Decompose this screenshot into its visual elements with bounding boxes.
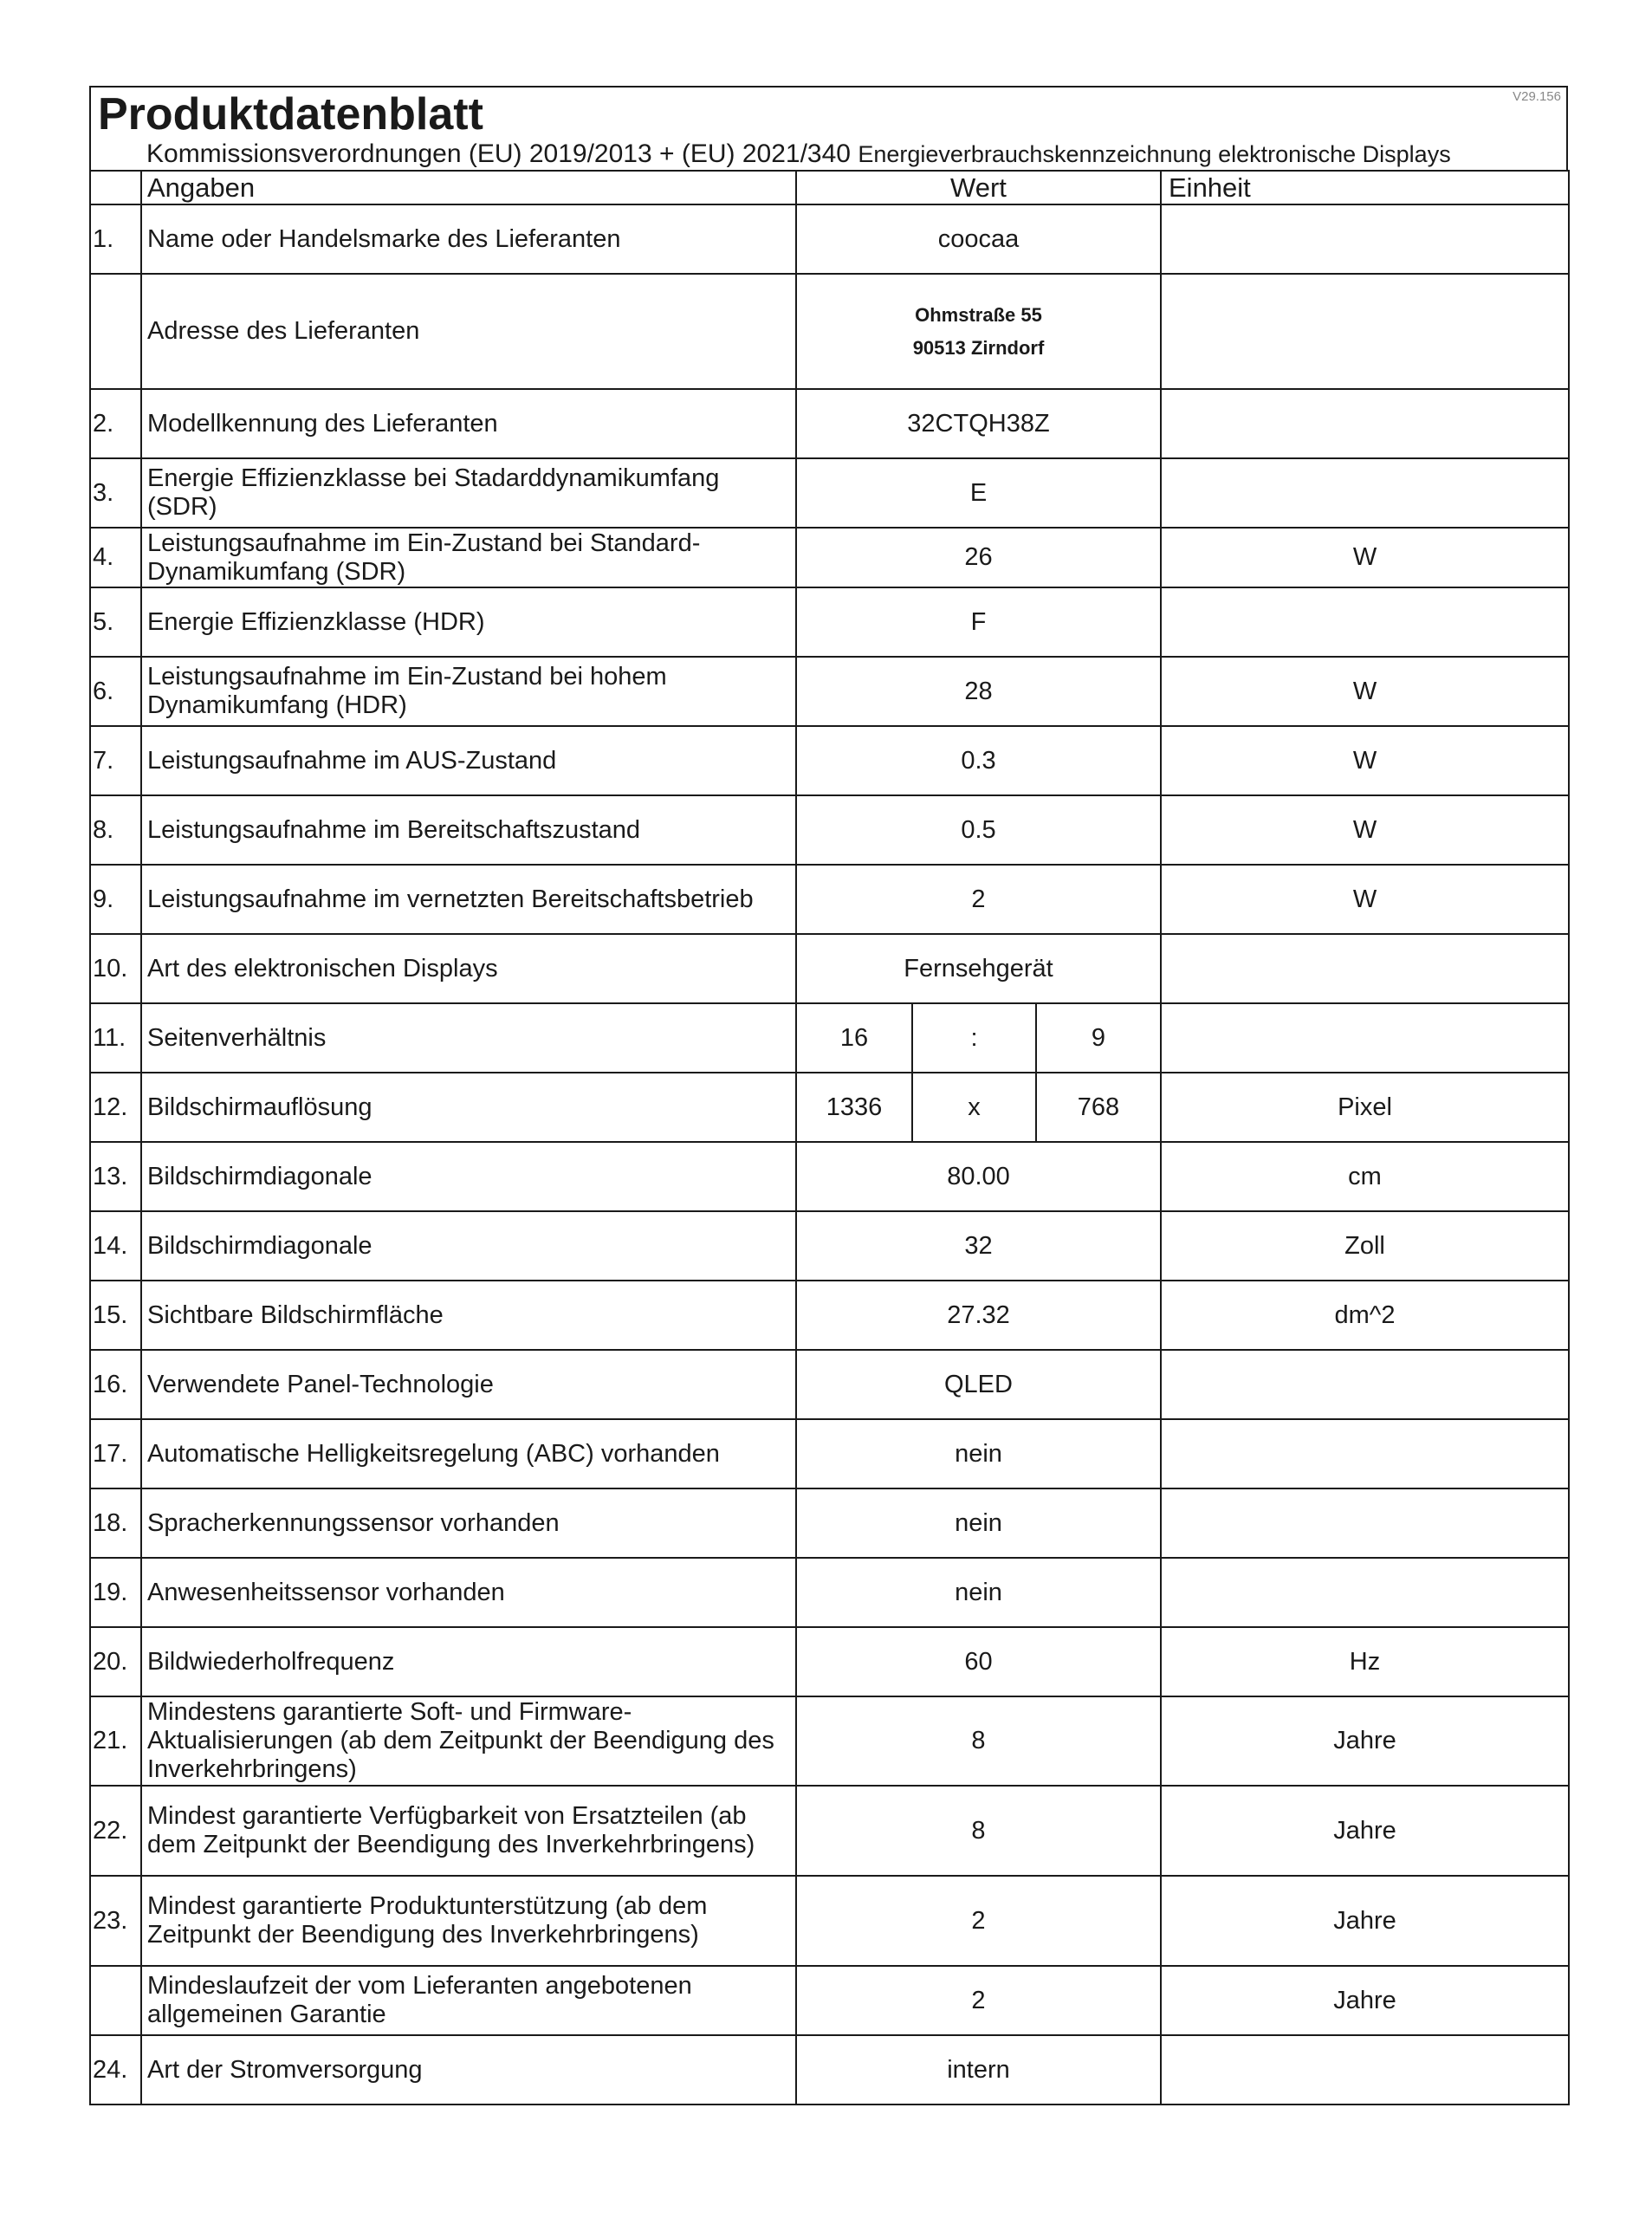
row-unit: Jahre [1161,1696,1569,1786]
table-row [90,528,1569,587]
table-row [90,587,1569,657]
row-value: 8 [796,1696,1161,1786]
row-number: 1. [90,204,141,274]
row-value: 32 [796,1211,1161,1281]
row-unit [1161,204,1569,274]
row-number: 10. [90,934,141,1003]
row-value: 27.32 [796,1281,1161,1350]
table-row [90,204,1569,274]
row-label: Bildschirmauflösung [141,1073,796,1142]
row-label: Adresse des Lieferanten [141,274,796,389]
supplier-address [796,274,1161,389]
row-value: 0.5 [796,795,1161,865]
regulation-subtitle [146,139,1451,169]
header-einheit: Einheit [1161,171,1569,204]
table-row [90,1142,1569,1211]
row-number [90,1966,141,2035]
row-value: 26 [796,528,1161,587]
row-number: 7. [90,726,141,795]
row-label: Leistungsaufnahme im Bereitschaftszustand [141,795,796,865]
row-label: Mindest garantierte Verfügbarkeit von Ersatzteilen (ab dem Zeitpunkt der Beendigung des Inverkehrbringens) [141,1786,796,1876]
row-number: 16. [90,1350,141,1419]
table-row [90,1966,1569,2035]
row-unit [1161,458,1569,528]
table-row [90,2035,1569,2105]
row-label: Art der Stromversorgung [141,2035,796,2105]
row-value: nein [796,1419,1161,1488]
value-part-1: 16 [796,1003,912,1073]
row-unit [1161,2035,1569,2105]
row-unit: Pixel [1161,1073,1569,1142]
row-label: Automatische Helligkeitsregelung (ABC) vorhanden [141,1419,796,1488]
row-value: nein [796,1558,1161,1627]
row-number: 14. [90,1211,141,1281]
row-number: 15. [90,1281,141,1350]
row-unit: W [1161,657,1569,726]
table-row [90,865,1569,934]
row-label: Mindest garantierte Produktunterstützung (ab dem Zeitpunkt der Beendigung des Inverkehrbringens) [141,1876,796,1966]
regulation-topic: Energieverbrauchskennzeichnung elektronische Displays [858,141,1451,167]
row-unit: Hz [1161,1627,1569,1696]
table-row [90,389,1569,458]
row-label: Name oder Handelsmarke des Lieferanten [141,204,796,274]
row-value: 28 [796,657,1161,726]
sheet-header [89,86,1568,170]
regulation-reference: Kommissionsverordnungen (EU) 2019/2013 + (EU) 2021/340 [146,139,851,168]
row-number: 18. [90,1488,141,1558]
page-title: Produktdatenblatt [98,89,483,139]
row-value: 2 [796,865,1161,934]
table-row [90,1211,1569,1281]
row-label: Spracherkennungssensor vorhanden [141,1488,796,1558]
table-row [90,1876,1569,1966]
row-label: Anwesenheitssensor vorhanden [141,1558,796,1627]
row-number: 2. [90,389,141,458]
data-table [89,170,1570,2105]
row-value: intern [796,2035,1161,2105]
address-city: 90513 Zirndorf [912,336,1045,359]
table-row [90,1003,1569,1073]
row-label: Verwendete Panel-Technologie [141,1350,796,1419]
table-row [90,458,1569,528]
header-num-cell [90,171,141,204]
row-number: 13. [90,1142,141,1211]
row-unit: cm [1161,1142,1569,1211]
address-street: Ohmstraße 55 [915,303,1042,326]
row-number: 24. [90,2035,141,2105]
row-label: Mindestens garantierte Soft- und Firmware-Aktualisierungen (ab dem Zeitpunkt der Beendigung des Inverkehrbringens) [141,1696,796,1786]
row-label: Bildschirmdiagonale [141,1211,796,1281]
row-value: 32CTQH38Z [796,389,1161,458]
row-unit: W [1161,528,1569,587]
row-unit: dm^2 [1161,1281,1569,1350]
row-number: 19. [90,1558,141,1627]
row-number: 17. [90,1419,141,1488]
row-label: Leistungsaufnahme im vernetzten Bereitschaftsbetrieb [141,865,796,934]
row-number: 3. [90,458,141,528]
row-unit: Jahre [1161,1876,1569,1966]
row-value: F [796,587,1161,657]
row-unit [1161,274,1569,389]
table-row [90,1558,1569,1627]
table-row [90,274,1569,389]
row-unit: Jahre [1161,1966,1569,2035]
row-label: Leistungsaufnahme im Ein-Zustand bei Standard-Dynamikumfang (SDR) [141,528,796,587]
row-number: 8. [90,795,141,865]
value-separator: : [912,1003,1036,1073]
row-unit: W [1161,795,1569,865]
header-wert: Wert [796,171,1161,204]
table-row [90,657,1569,726]
row-label: Art des elektronischen Displays [141,934,796,1003]
row-unit: W [1161,865,1569,934]
table-row [90,934,1569,1003]
row-number: 9. [90,865,141,934]
row-unit [1161,1003,1569,1073]
row-value: 80.00 [796,1142,1161,1211]
row-label: Sichtbare Bildschirmfläche [141,1281,796,1350]
table-row [90,795,1569,865]
row-label: Bildschirmdiagonale [141,1142,796,1211]
row-value: nein [796,1488,1161,1558]
header-angaben: Angaben [141,171,796,204]
row-number: 4. [90,528,141,587]
row-number: 21. [90,1696,141,1786]
row-number: 20. [90,1627,141,1696]
row-unit: Jahre [1161,1786,1569,1876]
row-unit: W [1161,726,1569,795]
row-value: 0.3 [796,726,1161,795]
row-unit [1161,1558,1569,1627]
row-label: Leistungsaufnahme im AUS-Zustand [141,726,796,795]
row-label: Energie Effizienzklasse bei Stadarddynamikumfang (SDR) [141,458,796,528]
table-row [90,1419,1569,1488]
row-label: Mindeslaufzeit der vom Lieferanten angebotenen allgemeinen Garantie [141,1966,796,2035]
product-data-sheet [89,86,1568,2105]
row-value: QLED [796,1350,1161,1419]
row-unit [1161,1350,1569,1419]
value-part-2: 768 [1036,1073,1161,1142]
version-label: V29.156 [1513,89,1561,104]
row-label: Modellkennung des Lieferanten [141,389,796,458]
table-row [90,1696,1569,1786]
table-row [90,1281,1569,1350]
row-unit [1161,389,1569,458]
row-value: Fernsehgerät [796,934,1161,1003]
value-part-1: 1336 [796,1073,912,1142]
row-unit: Zoll [1161,1211,1569,1281]
row-number: 22. [90,1786,141,1876]
row-unit [1161,934,1569,1003]
row-number [90,274,141,389]
row-unit [1161,587,1569,657]
row-unit [1161,1419,1569,1488]
table-header-row [90,171,1569,204]
row-label: Bildwiederholfrequenz [141,1627,796,1696]
row-unit [1161,1488,1569,1558]
row-value: E [796,458,1161,528]
value-part-2: 9 [1036,1003,1161,1073]
row-value: 8 [796,1786,1161,1876]
row-label: Energie Effizienzklasse (HDR) [141,587,796,657]
row-label: Leistungsaufnahme im Ein-Zustand bei hohem Dynamikumfang (HDR) [141,657,796,726]
table-row [90,1350,1569,1419]
table-row [90,1488,1569,1558]
row-number: 23. [90,1876,141,1966]
row-number: 6. [90,657,141,726]
row-number: 12. [90,1073,141,1142]
table-row [90,1627,1569,1696]
row-value: 60 [796,1627,1161,1696]
table-row [90,726,1569,795]
row-number: 5. [90,587,141,657]
row-value: 2 [796,1876,1161,1966]
table-row [90,1786,1569,1876]
row-value: 2 [796,1966,1161,2035]
value-separator: x [912,1073,1036,1142]
row-label: Seitenverhältnis [141,1003,796,1073]
row-number: 11. [90,1003,141,1073]
row-value: coocaa [796,204,1161,274]
table-row [90,1073,1569,1142]
